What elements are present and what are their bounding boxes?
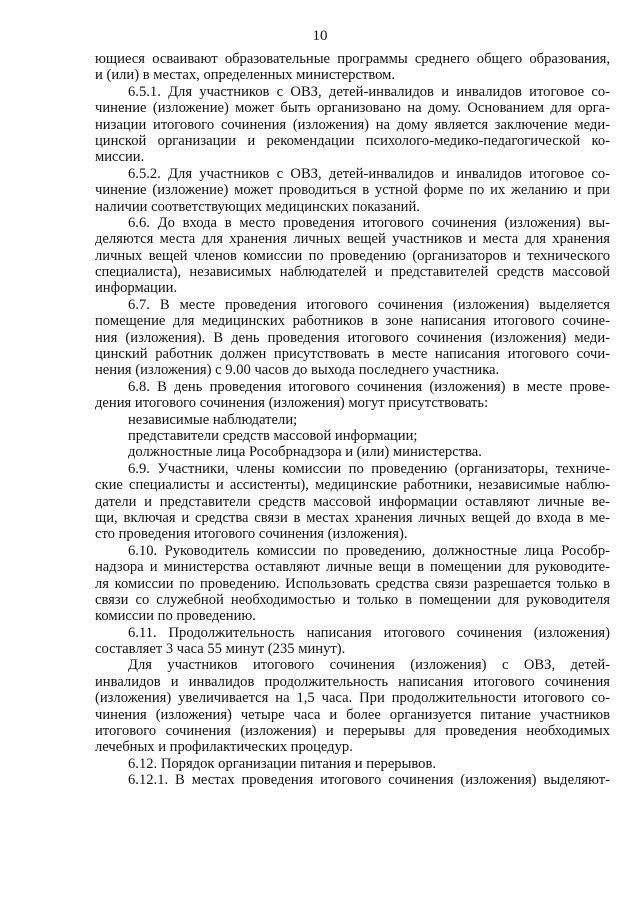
text-line: личных вещей членов комиссии по проведению (организаторов и технического bbox=[95, 247, 610, 264]
text-line: 6.5.2. Для участников с ОВЗ, детей-инвалидов и инвалидов итоговое со- bbox=[128, 165, 610, 182]
text-line: ния (изложения). В день проведения итогового сочинения (изложения) меди- bbox=[95, 329, 610, 346]
text-line: щи, включая и средства связи в местах хранения личных вещей до входа в ме- bbox=[95, 509, 610, 526]
text-line: чинение (изложение) может быть организовано на дому. Основанием для орга- bbox=[95, 100, 610, 117]
text-line: инвалидов и инвалидов продолжительность написания итогового сочинения bbox=[95, 673, 610, 690]
text-line: 6.6. До входа в место проведения итогового сочинения (изложения) вы- bbox=[128, 214, 610, 231]
text-line: итогового сочинения (изложения) и перерывы для проведения необходимых bbox=[95, 723, 610, 740]
text-line: цинской организации и рекомендации психолого-медико-педагогической ко- bbox=[95, 132, 610, 149]
text-line: лечебных и профилактических процедур. bbox=[95, 739, 353, 756]
text-line: помещение для медицинских работников в зоне написания итогового сочине- bbox=[95, 313, 610, 330]
text-line: ские специалисты и ассистенты), медицинские работники, независимые наблю- bbox=[95, 477, 610, 494]
text-line: независимые наблюдатели; bbox=[128, 411, 298, 428]
text-line: 6.11. Продолжительность написания итогового сочинения (изложения) bbox=[128, 624, 610, 641]
text-line: 6.12. Порядок организации питания и перерывов. bbox=[128, 755, 437, 772]
text-line: представители средств массовой информации; bbox=[128, 427, 418, 444]
text-line: и (или) в местах, определенных министерством. bbox=[95, 67, 396, 84]
text-line: 6.10. Руководитель комиссии по проведению, должностные лица Рособр- bbox=[128, 542, 610, 559]
text-line: должностные лица Рособрнадзора и (или) министерства. bbox=[128, 444, 482, 461]
text-line: специалиста), независимых наблюдателей и представителей средств массовой bbox=[95, 264, 610, 281]
text-line: миссии. bbox=[95, 149, 145, 166]
text-line: комиссии по проведению. bbox=[95, 608, 256, 625]
document-body bbox=[95, 51, 610, 789]
text-line: 6.5.1. Для участников с ОВЗ, детей-инвалидов и инвалидов итоговое со- bbox=[128, 83, 610, 100]
text-line: надзора и министерства оставляют личные вещи в помещении для руководите- bbox=[95, 559, 610, 576]
text-line: датели и представители средств массовой информации оставляют личные ве- bbox=[95, 493, 610, 510]
text-line: информации. bbox=[95, 280, 178, 297]
text-line: составляет 3 часа 55 минут (235 минут). bbox=[95, 641, 346, 658]
text-line: нения (изложения) с 9.00 часов до выхода последнего участника. bbox=[95, 362, 500, 379]
text-line: дения итогового сочинения (изложения) могут присутствовать: bbox=[95, 395, 489, 412]
text-line: низации итогового сочинения (изложения) на дому является заключение меди- bbox=[95, 116, 610, 133]
text-line: чинение (изложение) может проводиться в устной форме по их желанию и при bbox=[95, 182, 610, 199]
text-line: сто проведения итогового сочинения (изложения). bbox=[95, 526, 408, 543]
text-line: (изложения) увеличивается на 1,5 часа. При продолжительности итогового со- bbox=[95, 690, 610, 707]
text-line: связи со служебной необходимостью и только в помещении для руководителя bbox=[95, 591, 610, 608]
page-number: 10 bbox=[312, 28, 328, 44]
text-line: 6.8. В день проведения итогового сочинения (изложения) в месте прове- bbox=[128, 378, 610, 395]
text-line: ющиеся осваивают образовательные программы среднего общего образования, bbox=[95, 51, 610, 67]
text-line: наличии соответствующих медицинских показаний. bbox=[95, 198, 420, 215]
text-line: чинения (изложения) четыре часа и более организуется питание участников bbox=[95, 706, 610, 723]
text-line: деляются места для хранения личных вещей участников и места для хранения bbox=[95, 231, 610, 248]
text-line: 6.9. Участники, члены комиссии по проведению (организаторы, техниче- bbox=[128, 460, 610, 477]
text-line: Для участников итогового сочинения (изложения) с ОВЗ, детей- bbox=[128, 657, 610, 674]
text-line: цинский работник должен присутствовать в месте написания итогового сочи- bbox=[95, 346, 610, 363]
text-line: ля комиссии по проведению. Использовать средства связи разрешается только в bbox=[95, 575, 610, 592]
text-line: 6.12.1. В местах проведения итогового сочинения (изложения) выделяют- bbox=[128, 772, 610, 789]
text-line: 6.7. В месте проведения итогового сочинения (изложения) выделяется bbox=[128, 296, 610, 313]
